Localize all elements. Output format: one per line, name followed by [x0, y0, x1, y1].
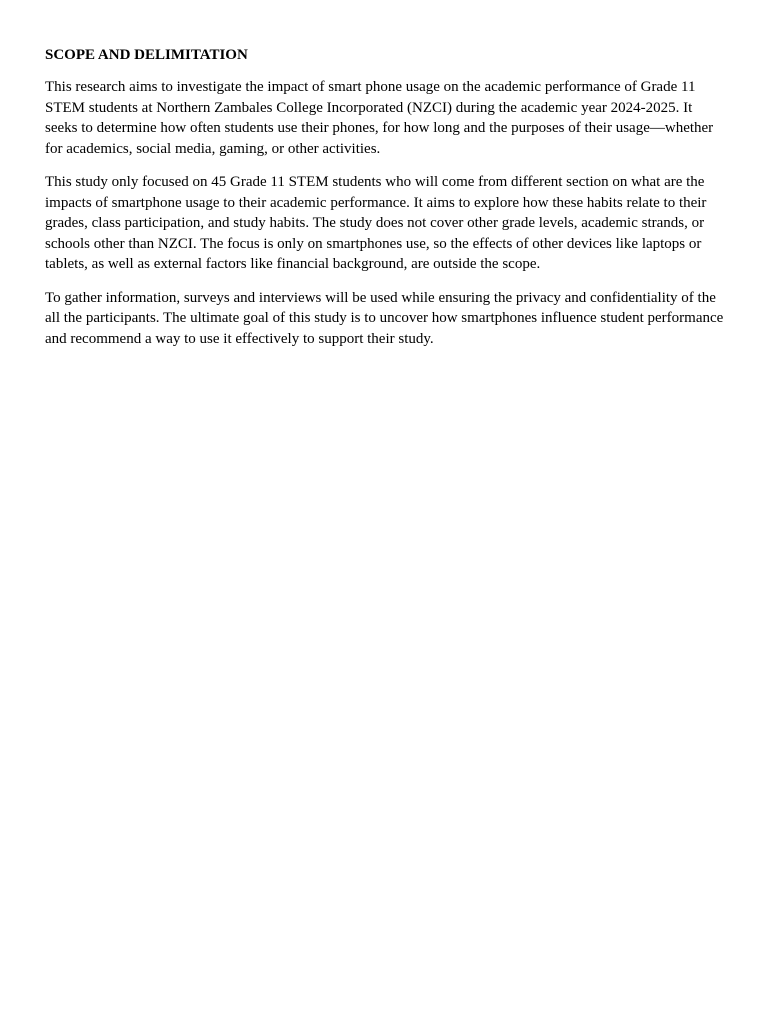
paragraph-research-aim: This research aims to investigate the impact of smart phone usage on the academic performance of Grade 11 STEM students at Northern Zambales College Incorporated (NZCI) during the academic year 2024-2025. It seeks to determine how often students use their phones, for how long and the purposes of their usage—whether for academics, social media, gaming, or other activities.: [45, 79, 714, 157]
paragraph-methods-goal: To gather information, surveys and interviews will be used while ensuring the privacy and confidentiality of the all the participants. The ultimate goal of this study is to uncover how smartphones influence student performance and recommend a way to use it effectively to support their study.: [45, 289, 724, 347]
section-heading: SCOPE AND DELIMITATION: [45, 47, 248, 63]
document-page: [45, 45, 725, 362]
paragraph-study-focus: This study only focused on 45 Grade 11 STEM students who will come from different section on what are the impacts of smartphone usage to their academic performance. It aims to explore how these habits relate to their grades, class participation, and study habits. The study does not cover other grade levels, academic strands, or schools other than NZCI. The focus is only on smartphones use, so the effects of other devices like laptops or tablets, as well as external factors like financial background, are outside the scope.: [45, 174, 707, 272]
